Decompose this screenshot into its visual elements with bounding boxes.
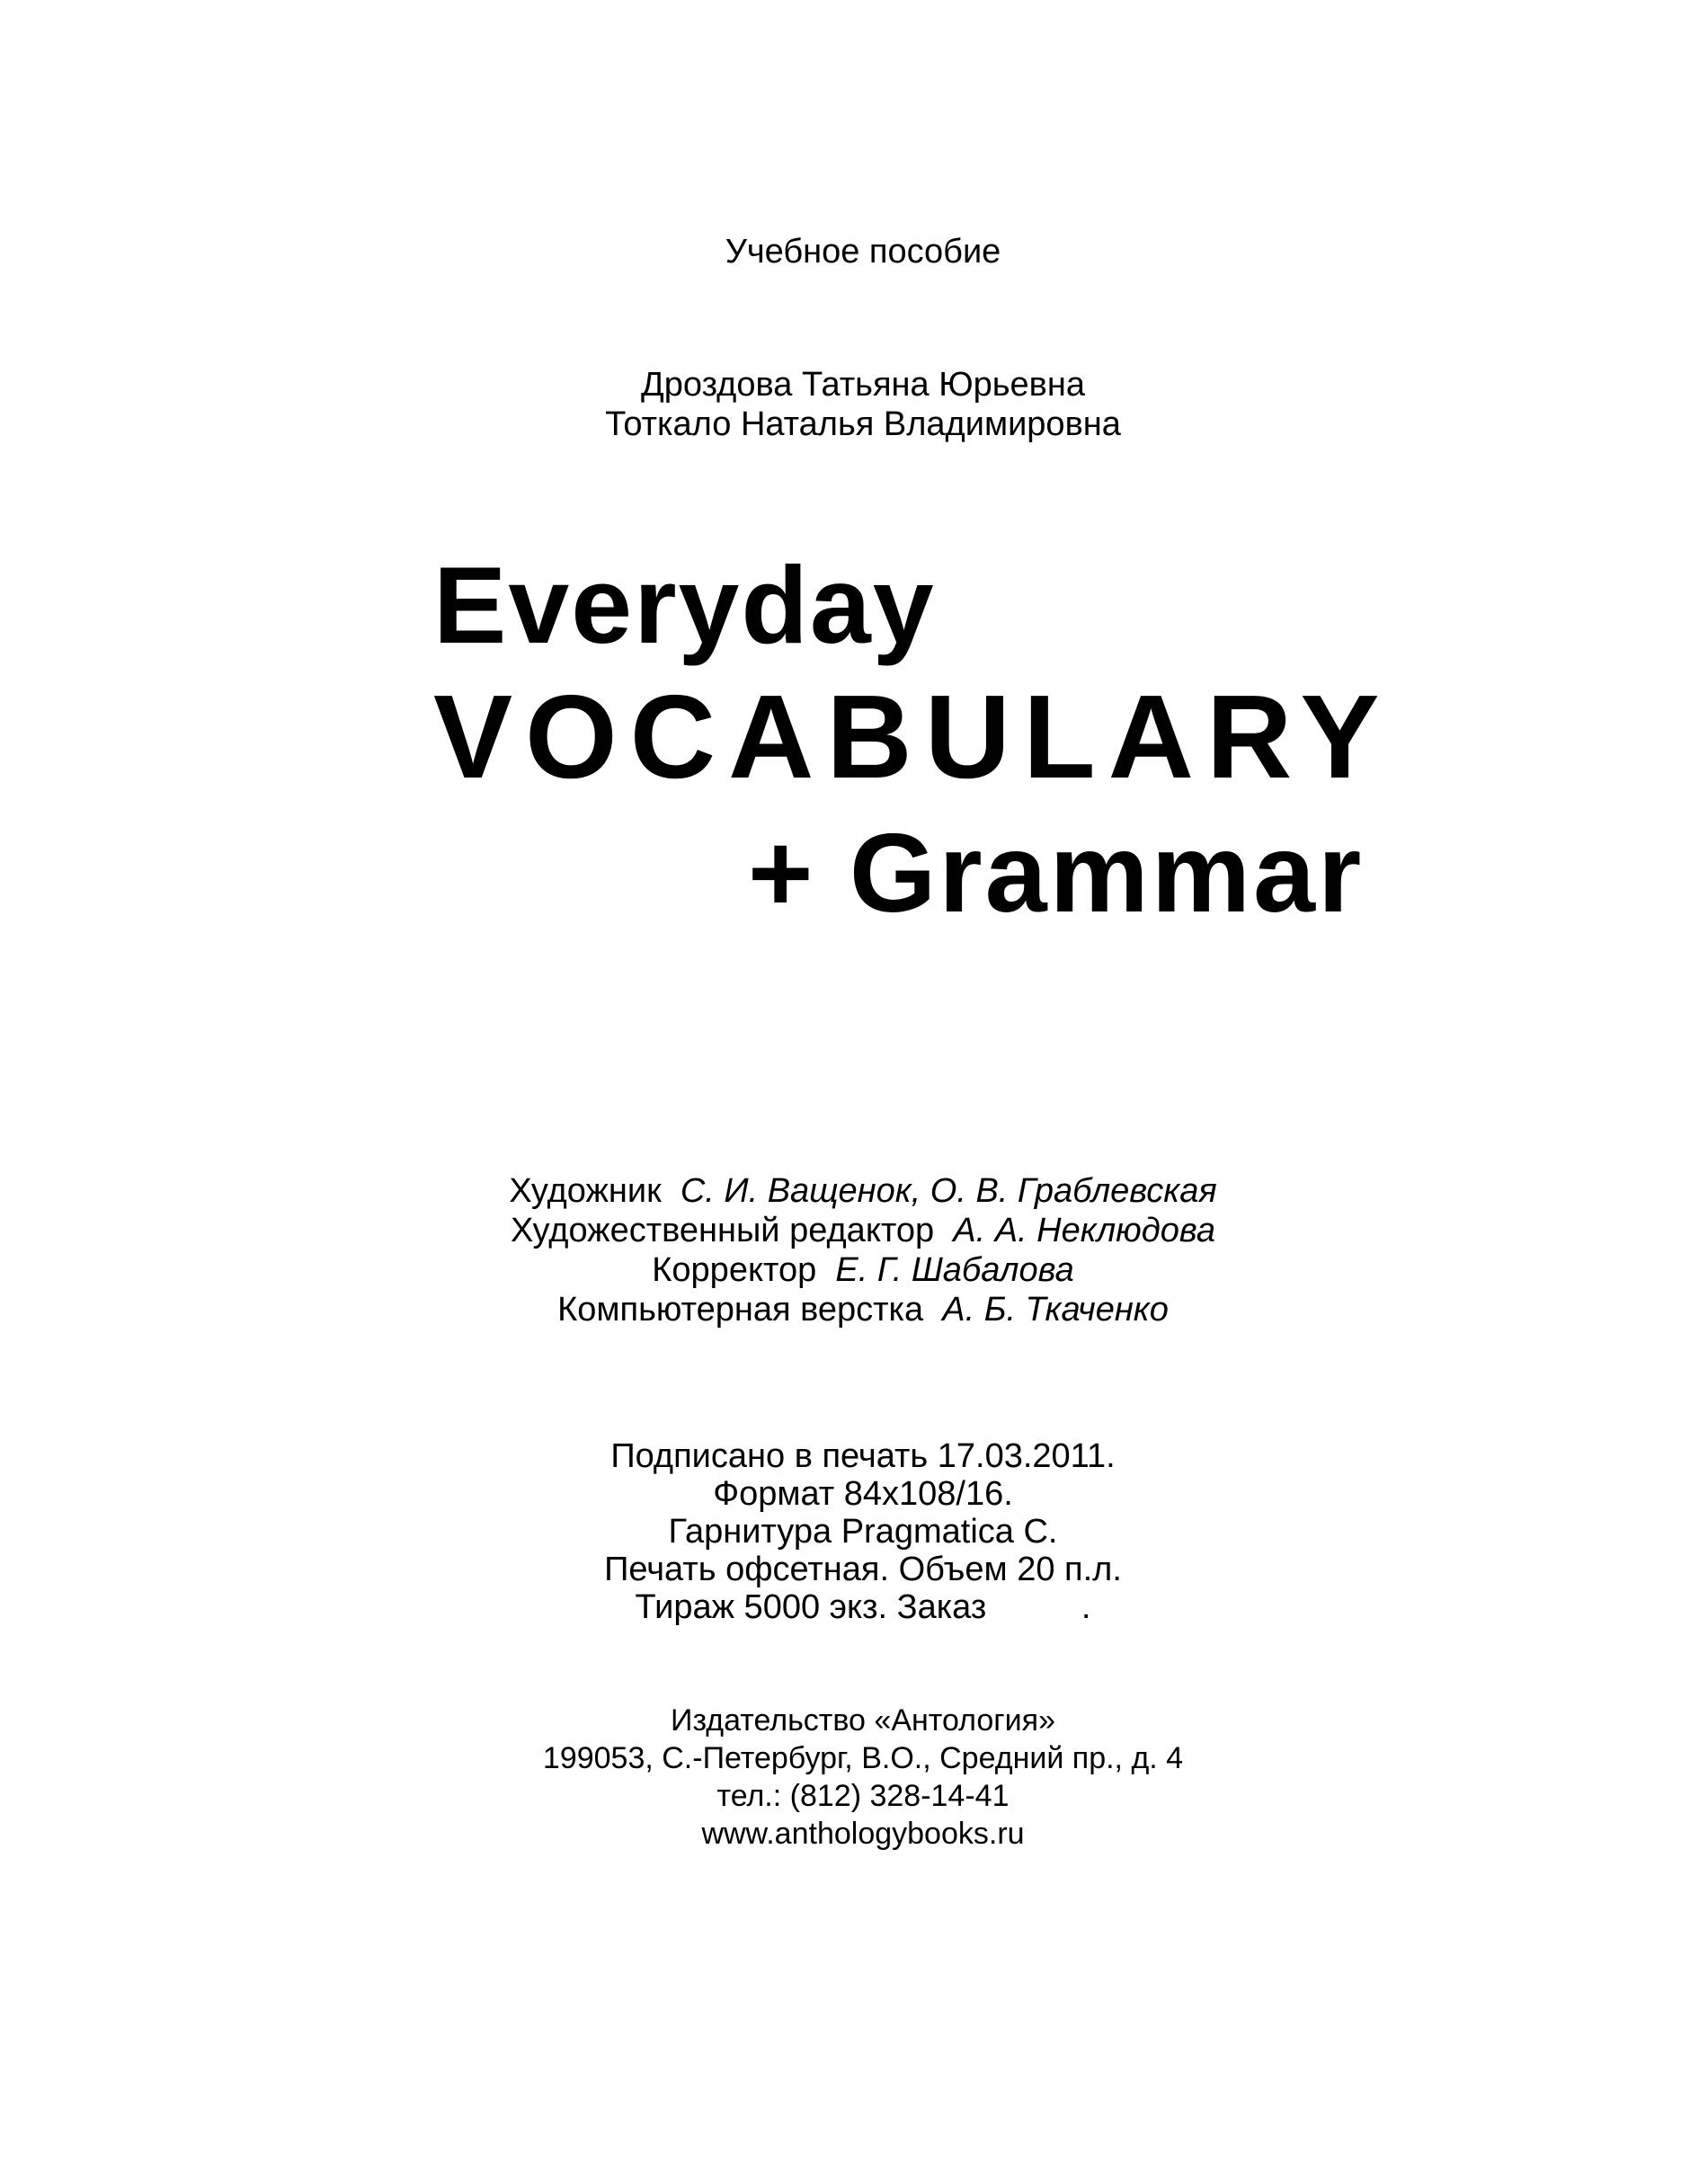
credit-name: А. Б. Ткаченко bbox=[942, 1291, 1169, 1329]
author-1: Дроздова Татьяна Юрьевна bbox=[641, 366, 1085, 404]
book-title-line-2: VOCABULARY bbox=[433, 671, 1392, 803]
publisher-address: 199053, С.-Петербург, В.О., Средний пр., д. 4 bbox=[542, 1741, 1184, 1775]
imprint-typeface: Гарнитура Pragmatica C. bbox=[668, 1513, 1058, 1551]
publisher-website: www.anthologybooks.ru bbox=[701, 1817, 1025, 1851]
publisher-phone: тел.: (812) 328-14-41 bbox=[716, 1779, 1010, 1813]
imprint-run: Тираж 5000 экз. Заказ . bbox=[635, 1588, 1091, 1626]
credit-role: Корректор bbox=[652, 1251, 817, 1289]
credit-role: Компьютерная верстка bbox=[557, 1291, 924, 1329]
credit-role: Художник bbox=[509, 1172, 662, 1210]
publisher-name: Издательство «Антология» bbox=[671, 1703, 1055, 1738]
book-title-line-1: Everyday bbox=[433, 544, 936, 666]
credit-name: А. А. Неклюдова bbox=[953, 1212, 1215, 1249]
imprint-format: Формат 84x108/16. bbox=[713, 1475, 1013, 1513]
credit-name: Е. Г. Шабалова bbox=[835, 1251, 1074, 1289]
credit-artist bbox=[0, 1171, 1708, 1211]
book-type: Учебное пособие bbox=[725, 233, 1001, 271]
credit-layout bbox=[0, 1290, 1708, 1329]
author-2: Тоткало Наталья Владимировна bbox=[605, 405, 1121, 443]
book-title-line-3: + Grammar bbox=[748, 812, 1365, 936]
credit-role: Художественный редактор bbox=[511, 1212, 935, 1249]
imprint-signed: Подписано в печать 17.03.2011. bbox=[610, 1437, 1116, 1475]
credit-proofreader bbox=[0, 1250, 1708, 1290]
credit-name: С. И. Ващенок, О. В. Граблевская bbox=[680, 1172, 1217, 1210]
imprint-printing: Печать офсетная. Объем 20 п.л. bbox=[604, 1551, 1122, 1588]
credit-art-editor bbox=[0, 1211, 1708, 1250]
